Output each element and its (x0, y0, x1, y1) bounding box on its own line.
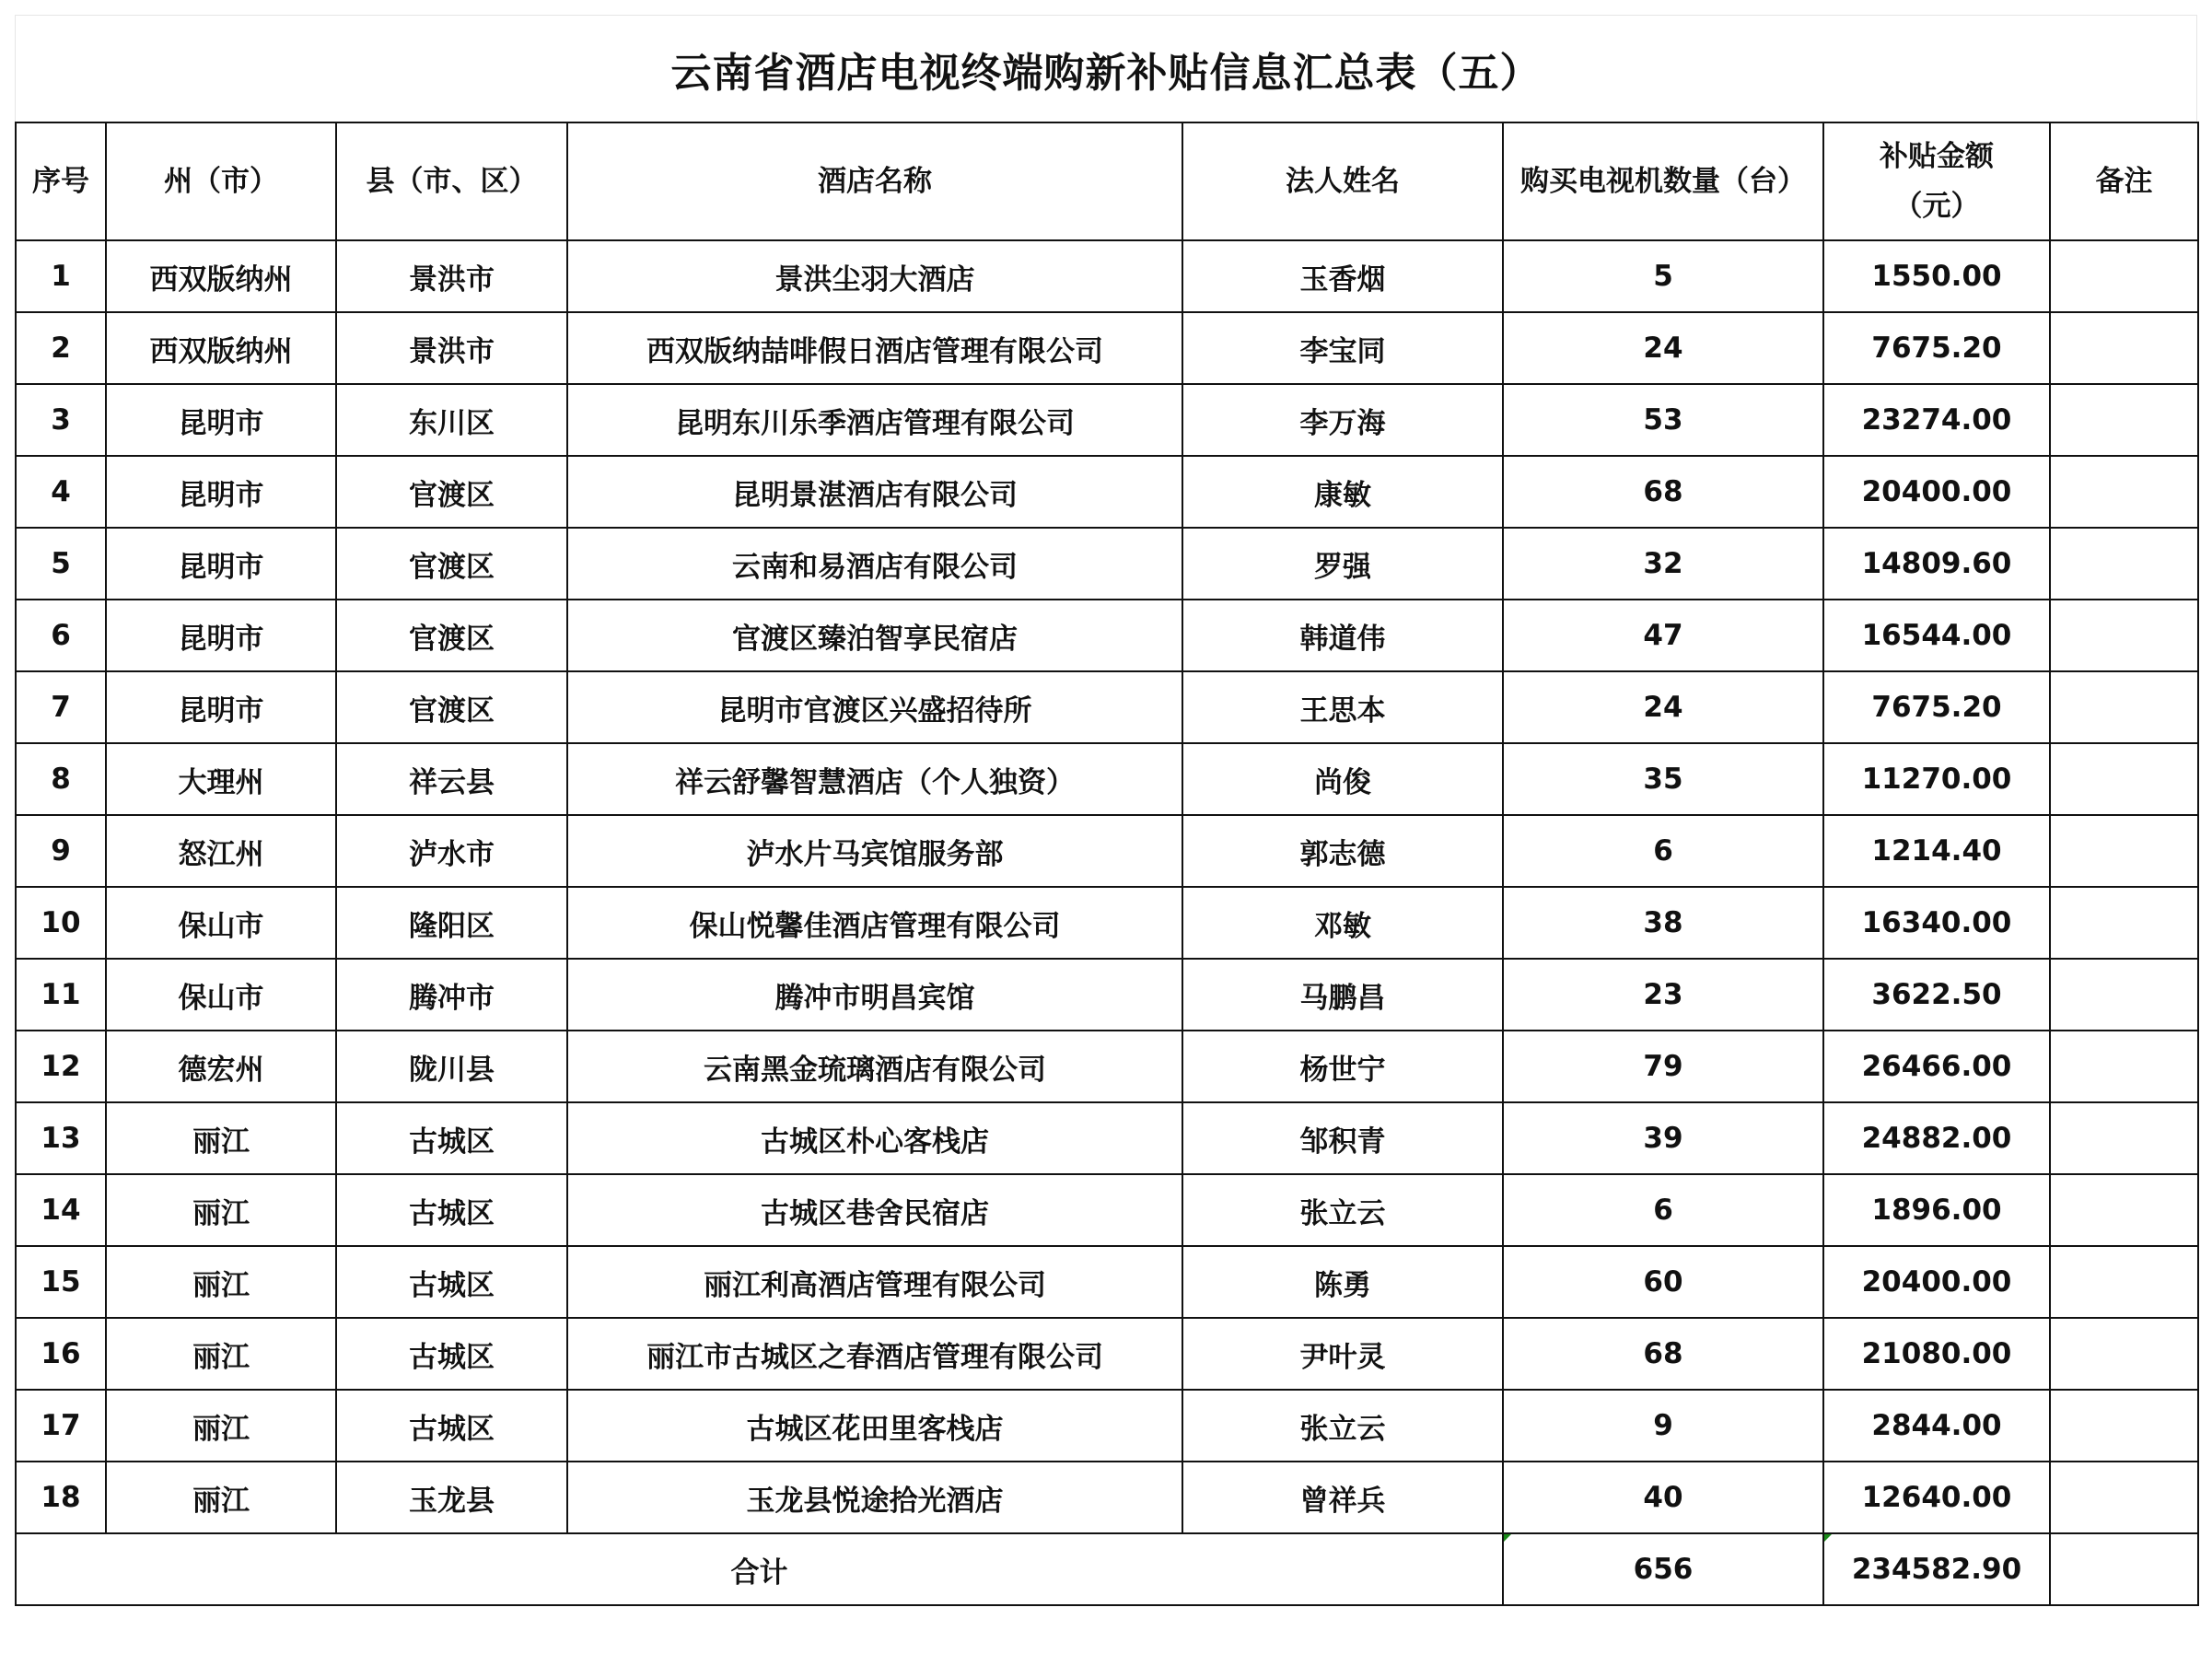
cell-hotel[interactable]: 昆明市官渡区兴盛招待所 (567, 671, 1182, 743)
cell-county[interactable]: 官渡区 (336, 528, 567, 600)
cell-prefecture[interactable]: 昆明市 (106, 528, 336, 600)
cell-tv-count[interactable]: 68 (1503, 456, 1823, 528)
cell-remarks[interactable] (2050, 743, 2198, 815)
cell-subsidy[interactable]: 20400.00 (1823, 1246, 2050, 1318)
cell-tv-count[interactable]: 79 (1503, 1031, 1823, 1102)
cell-legal-rep[interactable]: 张立云 (1182, 1390, 1503, 1462)
cell-prefecture[interactable]: 西双版纳州 (106, 312, 336, 384)
header-remarks[interactable]: 备注 (2050, 122, 2198, 240)
cell-tv-count[interactable]: 53 (1503, 384, 1823, 456)
cell-remarks[interactable] (2050, 887, 2198, 959)
cell-seq[interactable]: 9 (16, 815, 106, 887)
table-row (16, 312, 2198, 384)
cell-remarks[interactable] (2050, 1318, 2198, 1390)
cell-subsidy[interactable]: 21080.00 (1823, 1318, 2050, 1390)
cell-legal-rep[interactable]: 郭志德 (1182, 815, 1503, 887)
cell-tv-count[interactable]: 32 (1503, 528, 1823, 600)
cell-legal-rep[interactable]: 尚俊 (1182, 743, 1503, 815)
cell-seq[interactable]: 1 (16, 240, 106, 312)
cell-hotel[interactable]: 景洪尘羽大酒店 (567, 240, 1182, 312)
cell-tv-count[interactable]: 23 (1503, 959, 1823, 1031)
cell-legal-rep[interactable]: 王思本 (1182, 671, 1503, 743)
table-body (16, 240, 2198, 1533)
cell-remarks[interactable] (2050, 1390, 2198, 1462)
table-row (16, 815, 2198, 887)
cell-legal-rep[interactable]: 张立云 (1182, 1174, 1503, 1246)
cell-legal-rep[interactable]: 曾祥兵 (1182, 1462, 1503, 1533)
total-tv-count[interactable]: 656 (1503, 1533, 1823, 1605)
header-subsidy-line2: （元） (1893, 190, 1980, 223)
cell-county[interactable]: 官渡区 (336, 600, 567, 671)
cell-hotel[interactable]: 云南黑金琉璃酒店有限公司 (567, 1031, 1182, 1102)
total-remarks[interactable] (2050, 1533, 2198, 1605)
cell-prefecture[interactable]: 丽江 (106, 1174, 336, 1246)
cell-county[interactable]: 泸水市 (336, 815, 567, 887)
cell-tv-count[interactable]: 24 (1503, 312, 1823, 384)
header-tv-count[interactable]: 购买电视机数量（台） (1503, 122, 1823, 240)
table-row (16, 1174, 2198, 1246)
table-row (16, 1246, 2198, 1318)
cell-county[interactable]: 官渡区 (336, 456, 567, 528)
cell-subsidy[interactable]: 1896.00 (1823, 1174, 2050, 1246)
cell-hotel[interactable]: 云南和易酒店有限公司 (567, 528, 1182, 600)
cell-legal-rep[interactable]: 邹积青 (1182, 1102, 1503, 1174)
cell-county[interactable]: 古城区 (336, 1174, 567, 1246)
cell-prefecture[interactable]: 昆明市 (106, 456, 336, 528)
cell-tv-count[interactable]: 47 (1503, 600, 1823, 671)
cell-prefecture[interactable]: 丽江 (106, 1462, 336, 1533)
cell-subsidy[interactable]: 16544.00 (1823, 600, 2050, 671)
cell-hotel[interactable]: 腾冲市明昌宾馆 (567, 959, 1182, 1031)
cell-tv-count[interactable]: 6 (1503, 815, 1823, 887)
cell-legal-rep[interactable]: 罗强 (1182, 528, 1503, 600)
cell-tv-count[interactable]: 60 (1503, 1246, 1823, 1318)
cell-seq[interactable]: 12 (16, 1031, 106, 1102)
cell-hotel[interactable]: 古城区朴心客栈店 (567, 1102, 1182, 1174)
cell-hotel[interactable]: 西双版纳喆啡假日酒店管理有限公司 (567, 312, 1182, 384)
cell-hotel[interactable]: 古城区巷舍民宿店 (567, 1174, 1182, 1246)
cell-county[interactable]: 腾冲市 (336, 959, 567, 1031)
header-seq[interactable]: 序号 (16, 122, 106, 240)
cell-prefecture[interactable]: 保山市 (106, 959, 336, 1031)
cell-remarks[interactable] (2050, 959, 2198, 1031)
table-row (16, 456, 2198, 528)
cell-seq[interactable]: 15 (16, 1246, 106, 1318)
cell-legal-rep[interactable]: 尹叶灵 (1182, 1318, 1503, 1390)
cell-remarks[interactable] (2050, 815, 2198, 887)
header-county[interactable]: 县（市、区） (336, 122, 567, 240)
table-row (16, 600, 2198, 671)
cell-seq[interactable]: 16 (16, 1318, 106, 1390)
cell-subsidy[interactable]: 24882.00 (1823, 1102, 2050, 1174)
subsidy-table (15, 122, 2199, 1606)
cell-county[interactable]: 古城区 (336, 1246, 567, 1318)
cell-remarks[interactable] (2050, 240, 2198, 312)
cell-remarks[interactable] (2050, 384, 2198, 456)
cell-subsidy[interactable]: 23274.00 (1823, 384, 2050, 456)
cell-error-marker (1504, 1534, 1511, 1542)
cell-prefecture[interactable]: 昆明市 (106, 384, 336, 456)
cell-county[interactable]: 祥云县 (336, 743, 567, 815)
cell-seq[interactable]: 13 (16, 1102, 106, 1174)
cell-remarks[interactable] (2050, 1174, 2198, 1246)
cell-county[interactable]: 景洪市 (336, 240, 567, 312)
cell-tv-count[interactable]: 24 (1503, 671, 1823, 743)
cell-county[interactable]: 古城区 (336, 1390, 567, 1462)
cell-legal-rep[interactable]: 邓敏 (1182, 887, 1503, 959)
cell-subsidy[interactable]: 7675.20 (1823, 312, 2050, 384)
cell-prefecture[interactable]: 昆明市 (106, 600, 336, 671)
cell-seq[interactable]: 18 (16, 1462, 106, 1533)
cell-seq[interactable]: 8 (16, 743, 106, 815)
cell-seq[interactable]: 11 (16, 959, 106, 1031)
cell-hotel[interactable]: 官渡区臻泊智享民宿店 (567, 600, 1182, 671)
table-row (16, 671, 2198, 743)
cell-remarks[interactable] (2050, 1462, 2198, 1533)
cell-subsidy[interactable]: 2844.00 (1823, 1390, 2050, 1462)
cell-hotel[interactable]: 古城区花田里客栈店 (567, 1390, 1182, 1462)
total-label[interactable]: 合计 (16, 1533, 1503, 1605)
cell-prefecture[interactable]: 丽江 (106, 1246, 336, 1318)
header-hotel[interactable]: 酒店名称 (567, 122, 1182, 240)
table-row (16, 1031, 2198, 1102)
cell-prefecture[interactable]: 西双版纳州 (106, 240, 336, 312)
table-row (16, 384, 2198, 456)
cell-remarks[interactable] (2050, 1031, 2198, 1102)
table-row (16, 1318, 2198, 1390)
cell-prefecture[interactable]: 丽江 (106, 1318, 336, 1390)
cell-hotel[interactable]: 保山悦馨佳酒店管理有限公司 (567, 887, 1182, 959)
cell-subsidy[interactable]: 3622.50 (1823, 959, 2050, 1031)
cell-remarks[interactable] (2050, 312, 2198, 384)
cell-prefecture[interactable]: 丽江 (106, 1102, 336, 1174)
cell-county[interactable]: 东川区 (336, 384, 567, 456)
table-row (16, 887, 2198, 959)
cell-prefecture[interactable]: 保山市 (106, 887, 336, 959)
total-row (16, 1533, 2198, 1605)
title-cell[interactable] (15, 15, 2197, 122)
cell-error-marker (1824, 1534, 1832, 1542)
cell-legal-rep[interactable]: 陈勇 (1182, 1246, 1503, 1318)
table-row (16, 1462, 2198, 1533)
cell-remarks[interactable] (2050, 1246, 2198, 1318)
cell-legal-rep[interactable]: 李万海 (1182, 384, 1503, 456)
cell-tv-count[interactable]: 68 (1503, 1318, 1823, 1390)
cell-prefecture[interactable]: 大理州 (106, 743, 336, 815)
cell-tv-count[interactable]: 38 (1503, 887, 1823, 959)
cell-county[interactable]: 玉龙县 (336, 1462, 567, 1533)
cell-prefecture[interactable]: 昆明市 (106, 671, 336, 743)
cell-legal-rep[interactable]: 马鹏昌 (1182, 959, 1503, 1031)
cell-legal-rep[interactable]: 玉香烟 (1182, 240, 1503, 312)
cell-seq[interactable]: 5 (16, 528, 106, 600)
cell-tv-count[interactable]: 5 (1503, 240, 1823, 312)
cell-hotel[interactable]: 玉龙县悦途拾光酒店 (567, 1462, 1182, 1533)
cell-seq[interactable]: 14 (16, 1174, 106, 1246)
cell-legal-rep[interactable]: 杨世宁 (1182, 1031, 1503, 1102)
cell-county[interactable]: 陇川县 (336, 1031, 567, 1102)
cell-hotel[interactable]: 丽江市古城区之春酒店管理有限公司 (567, 1318, 1182, 1390)
table-row (16, 528, 2198, 600)
cell-hotel[interactable]: 泸水片马宾馆服务部 (567, 815, 1182, 887)
cell-seq[interactable]: 17 (16, 1390, 106, 1462)
cell-hotel[interactable]: 祥云舒馨智慧酒店（个人独资） (567, 743, 1182, 815)
cell-legal-rep[interactable]: 康敏 (1182, 456, 1503, 528)
cell-county[interactable]: 景洪市 (336, 312, 567, 384)
cell-seq[interactable]: 7 (16, 671, 106, 743)
cell-subsidy[interactable]: 26466.00 (1823, 1031, 2050, 1102)
cell-tv-count[interactable]: 40 (1503, 1462, 1823, 1533)
cell-county[interactable]: 官渡区 (336, 671, 567, 743)
cell-county[interactable]: 古城区 (336, 1318, 567, 1390)
cell-remarks[interactable] (2050, 1102, 2198, 1174)
header-subsidy-line1: 补贴金额 (1880, 140, 1994, 173)
cell-prefecture[interactable]: 丽江 (106, 1390, 336, 1462)
table-row (16, 1390, 2198, 1462)
header-legal-rep[interactable]: 法人姓名 (1182, 122, 1503, 240)
total-subsidy[interactable]: 234582.90 (1823, 1533, 2050, 1605)
table-row (16, 1102, 2198, 1174)
cell-tv-count[interactable]: 6 (1503, 1174, 1823, 1246)
cell-subsidy[interactable]: 20400.00 (1823, 456, 2050, 528)
cell-subsidy[interactable]: 1550.00 (1823, 240, 2050, 312)
cell-seq[interactable]: 6 (16, 600, 106, 671)
cell-tv-count[interactable]: 9 (1503, 1390, 1823, 1462)
cell-county[interactable]: 隆阳区 (336, 887, 567, 959)
cell-remarks[interactable] (2050, 600, 2198, 671)
cell-seq[interactable]: 10 (16, 887, 106, 959)
cell-subsidy[interactable]: 16340.00 (1823, 887, 2050, 959)
cell-county[interactable]: 古城区 (336, 1102, 567, 1174)
cell-tv-count[interactable]: 35 (1503, 743, 1823, 815)
sheet-title: 云南省酒店电视终端购新补贴信息汇总表（五） (670, 49, 1542, 97)
cell-seq[interactable]: 3 (16, 384, 106, 456)
header-subsidy[interactable] (1823, 122, 2050, 240)
cell-hotel[interactable]: 丽江利高酒店管理有限公司 (567, 1246, 1182, 1318)
cell-subsidy[interactable]: 14809.60 (1823, 528, 2050, 600)
cell-subsidy[interactable]: 11270.00 (1823, 743, 2050, 815)
cell-legal-rep[interactable]: 韩道伟 (1182, 600, 1503, 671)
table-row (16, 959, 2198, 1031)
cell-hotel[interactable]: 昆明景湛酒店有限公司 (567, 456, 1182, 528)
cell-hotel[interactable]: 昆明东川乐季酒店管理有限公司 (567, 384, 1182, 456)
cell-prefecture[interactable]: 德宏州 (106, 1031, 336, 1102)
spreadsheet-sheet (15, 15, 2197, 1639)
cell-subsidy[interactable]: 1214.40 (1823, 815, 2050, 887)
cell-prefecture[interactable]: 怒江州 (106, 815, 336, 887)
cell-subsidy[interactable]: 12640.00 (1823, 1462, 2050, 1533)
cell-remarks[interactable] (2050, 456, 2198, 528)
cell-legal-rep[interactable]: 李宝同 (1182, 312, 1503, 384)
table-row (16, 743, 2198, 815)
cell-remarks[interactable] (2050, 671, 2198, 743)
header-row (16, 122, 2198, 240)
cell-subsidy[interactable]: 7675.20 (1823, 671, 2050, 743)
table-row (16, 240, 2198, 312)
cell-seq[interactable]: 4 (16, 456, 106, 528)
cell-tv-count[interactable]: 39 (1503, 1102, 1823, 1174)
header-prefecture[interactable]: 州（市） (106, 122, 336, 240)
cell-seq[interactable]: 2 (16, 312, 106, 384)
cell-remarks[interactable] (2050, 528, 2198, 600)
